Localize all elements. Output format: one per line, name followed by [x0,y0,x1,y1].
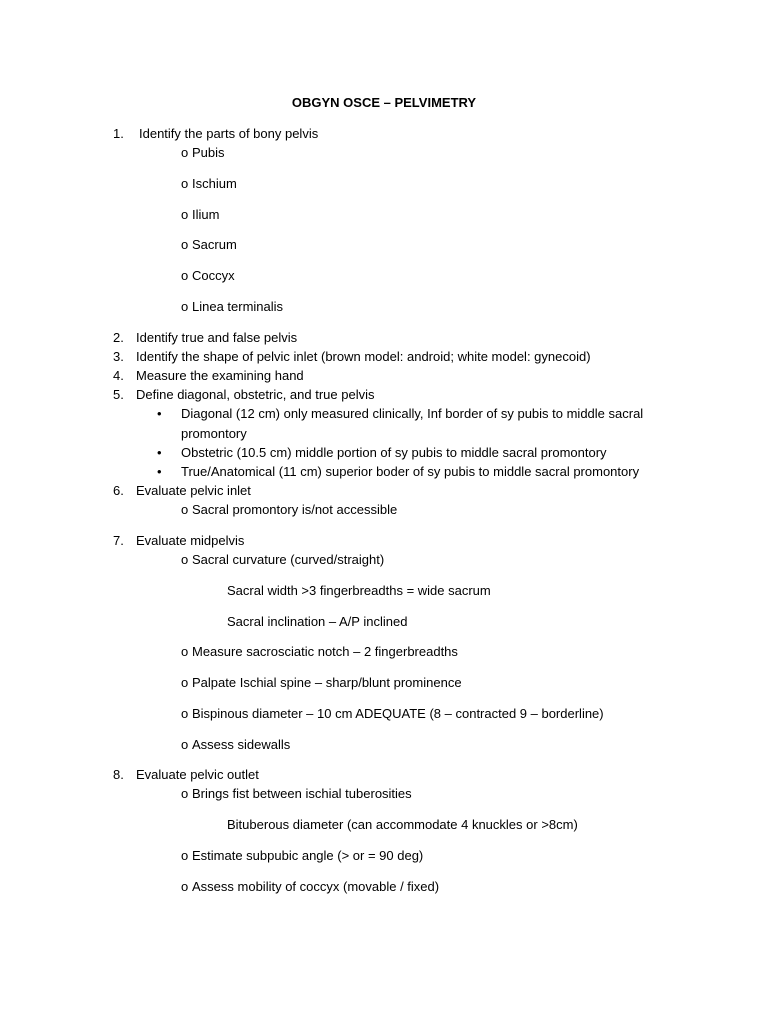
page-title: OBGYN OSCE – PELVIMETRY [291,95,477,110]
item-number: 1. [113,126,124,141]
sub-item: o Estimate subpubic angle (> or = 90 deg) [181,848,424,863]
sub-item: o Assess mobility of coccyx (movable / fixed) [181,879,440,894]
sub-item: o Sacrum [181,237,237,252]
detail-line: Sacral width >3 fingerbreadths = wide sacrum [227,583,491,598]
sub-item: o Bispinous diameter – 10 cm ADEQUATE (8 – contracted 9 – borderline) [181,706,604,721]
bullet-icon: • [157,406,162,421]
document-page: OBGYN OSCE – PELVIMETRY 1. Identify the parts of bony pelvis o Pubis o Ischium o Ilium o Sacrum o Coccyx o Linea terminalis 2. Identify true and false pelvis 3. Identify the shape of pelvic inlet (brown model: android; white model: gynecoid) 4. Measure the examining hand 5. Define diagonal, obstetric, and true pelvis • Diagonal (12 cm) only measured clinically, Inf border of sy pubis to middle sacral promontory • Obstetric (10.5 cm) middle portion of sy pubis to middle sacral promontory • True/Anatomical (11 cm) superior boder of sy pubis to middle sacral promontory 6. Evaluate pelvic inlet o Sacral promontory is/not accessible 7. Evaluate midpelvis o Sacral curvature (curved/straight) Sacral width >3 fingerbreadths = wide sacrum Sacral inclination – A/P inclined o Measure sacrosciatic notch – 2 fingerbreadths o Palpate Ischial spine – sharp/blunt prominence o Bispinous diameter – 10 cm ADEQUATE (8 – contracted 9 – borderline) o Assess sidewalls 8. Evaluate pelvic outlet o Brings fist between ischial tuberosities Bituberous diameter (can accommodate 4 knuckles or >8cm) o Estimate subpubic angle (> or = 90 deg) o Assess mobility of coccyx (movable / fixed) [0,0,768,1024]
bullet-icon: • [157,464,162,479]
sub-item: o Sacral promontory is/not accessible [181,502,398,517]
item-text: Identify the parts of bony pelvis [139,126,319,141]
sub-item: o Coccyx [181,268,235,283]
sub-item: o Ilium [181,207,220,222]
sub-item: o Pubis [181,145,225,160]
sub-item: o Ischium [181,176,237,191]
sub-item: o Assess sidewalls [181,737,291,752]
sub-item: o Measure sacrosciatic notch – 2 fingerbreadths [181,644,458,659]
sub-item: o Palpate Ischial spine – sharp/blunt prominence [181,675,462,690]
bullet-icon: • [157,445,162,460]
detail-line: Sacral inclination – A/P inclined [227,614,408,629]
sub-item: o Brings fist between ischial tuberosities [181,786,412,801]
detail-line: Bituberous diameter (can accommodate 4 knuckles or >8cm) [227,817,578,832]
sub-item: o Linea terminalis [181,299,284,314]
sub-item: o Sacral curvature (curved/straight) [181,552,385,567]
